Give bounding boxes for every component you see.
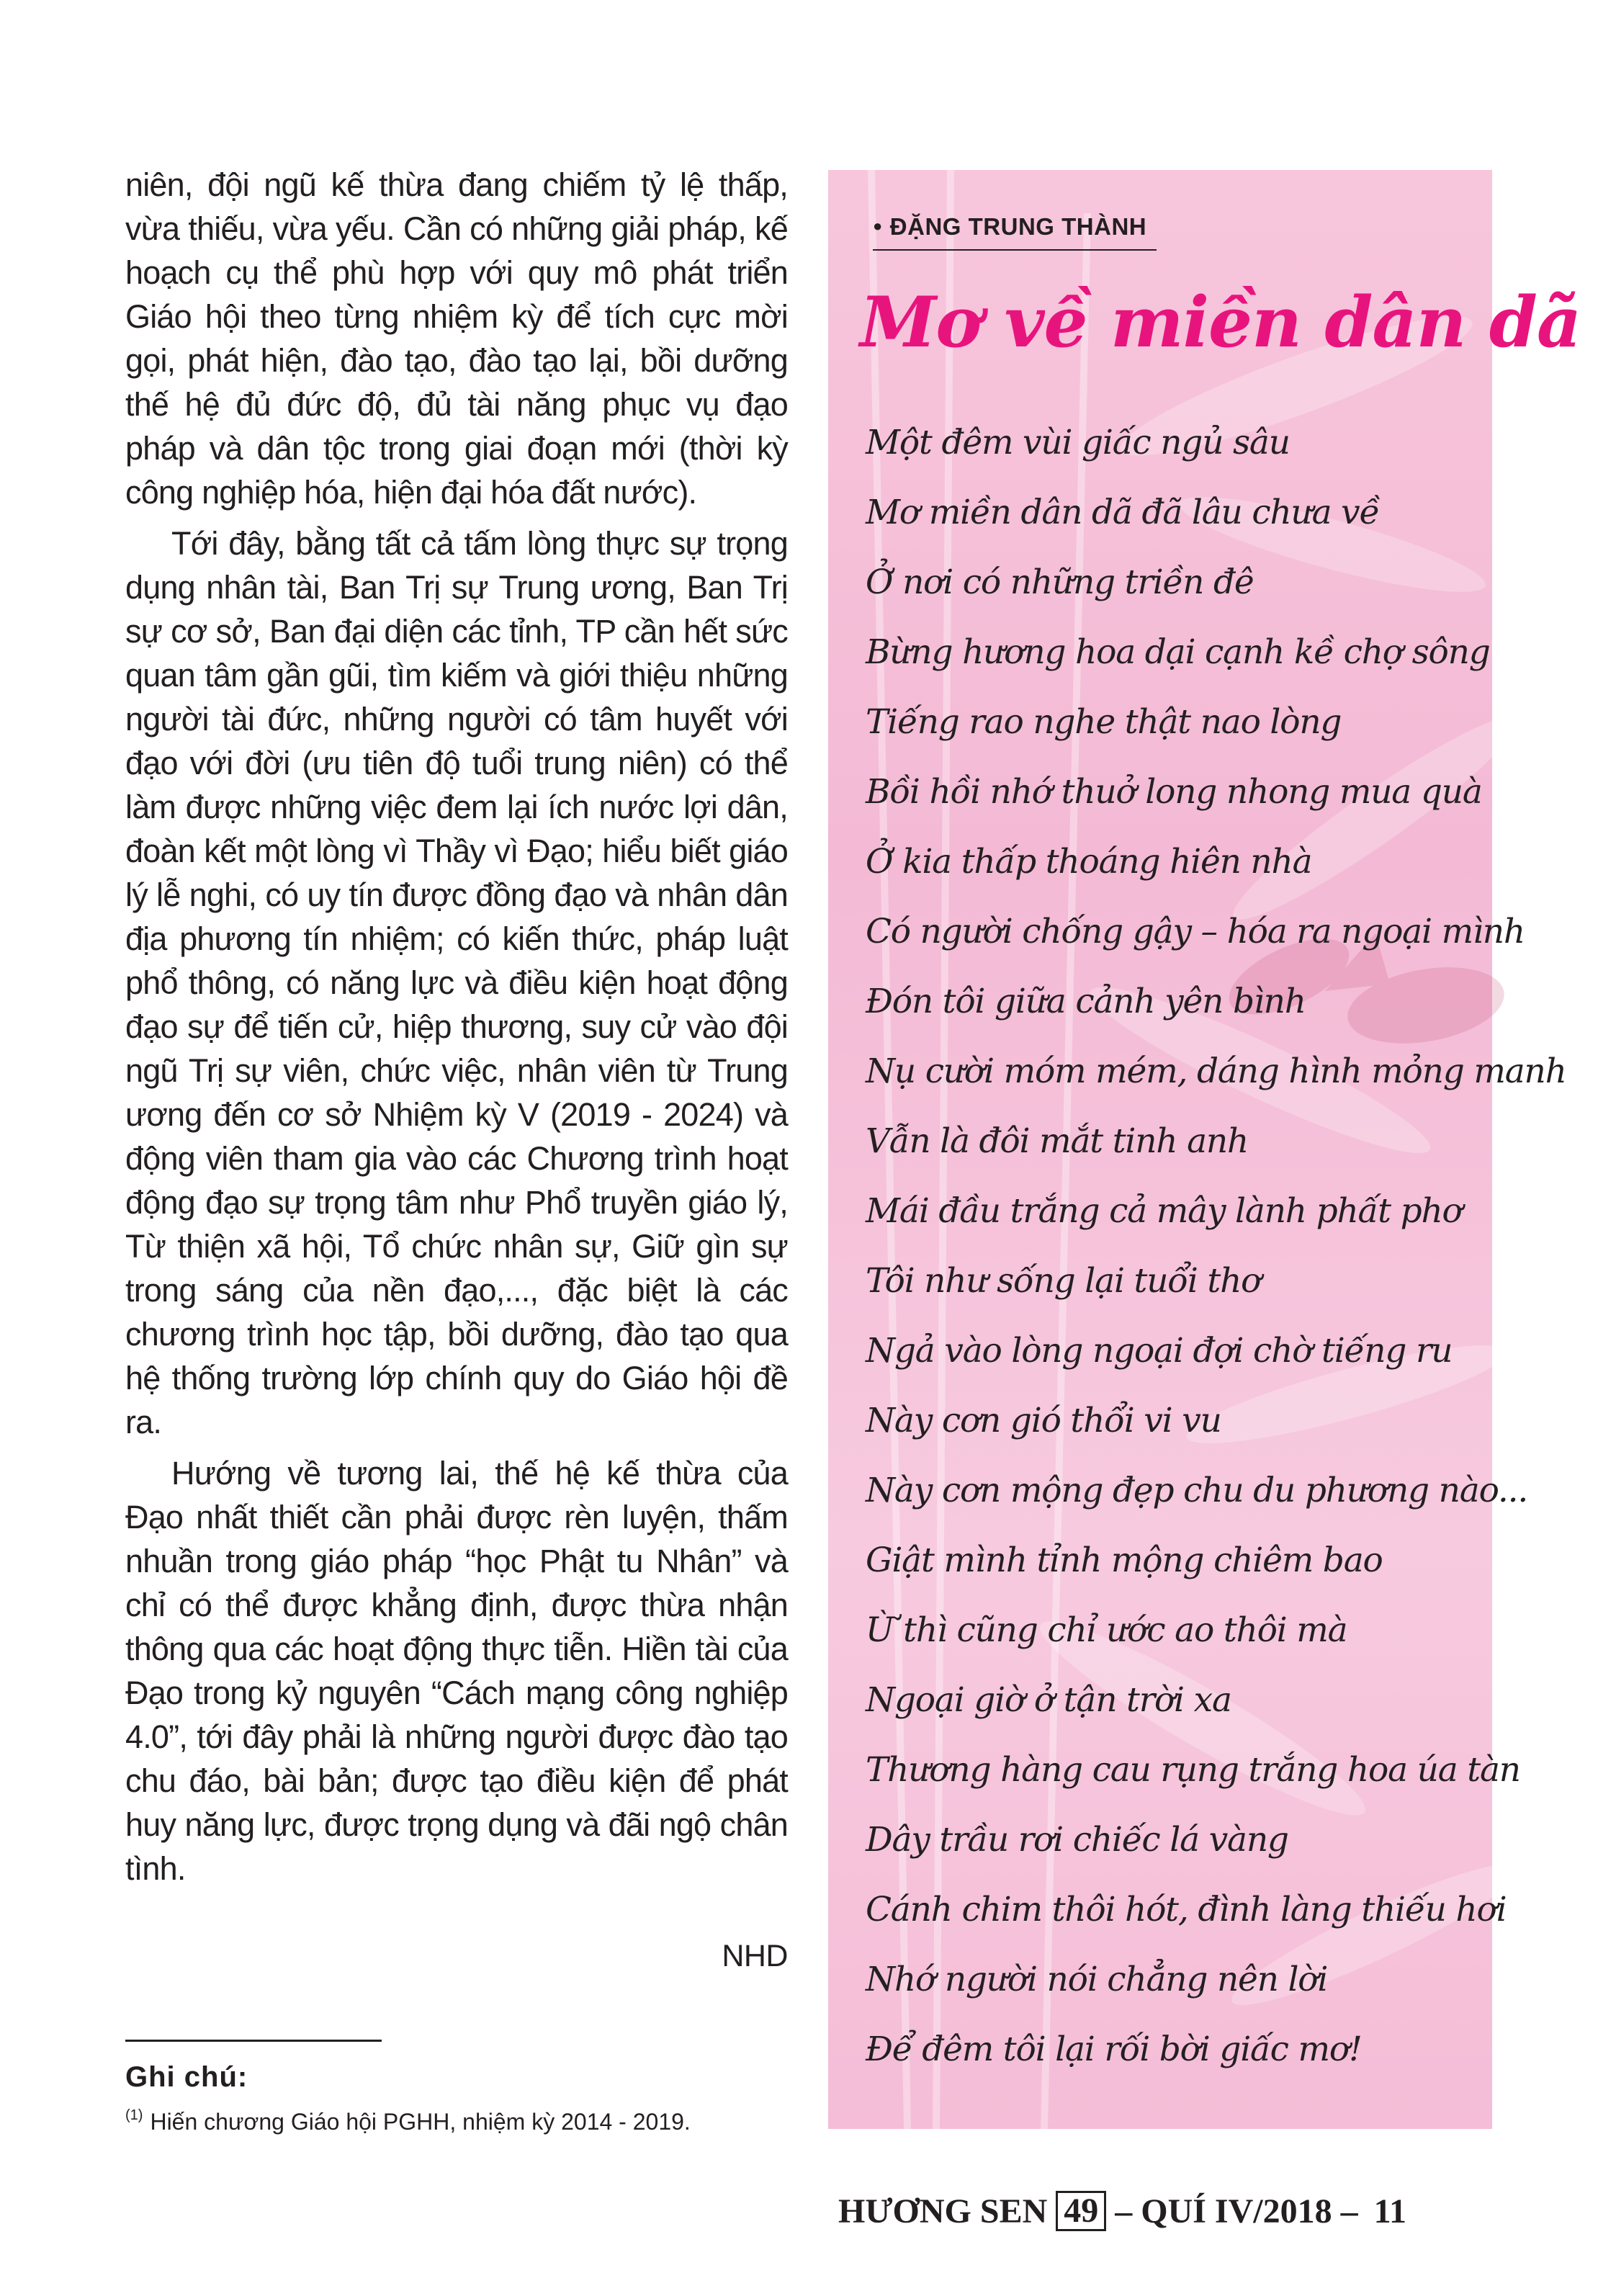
poem-line: Để đêm tôi lại rối bời giấc mơ!	[866, 2030, 1362, 2069]
article-paragraph: Hướng về tương lai, thế hệ kế thừa của Đạo nhất thiết cần phải được rèn luyện, thấm nhuần trong giáo pháp “học Phật tu Nhân” và chỉ có thể được khẳng định, được thừa nhận thông qua các hoạt động thực tiễn. Hiền tài của Đạo trong kỷ nguyên “Cách mạng công nghiệp 4.0”, tới đây phải là những người được đào tạo chu đáo, bài bản; được tạo điều kiện để phát huy năng lực, được trọng dụng và đãi ngộ chân tình.	[125, 1455, 788, 1887]
poem-line: Này cơn gió thổi vi vu	[866, 1401, 1221, 1440]
poem-author	[873, 213, 1146, 241]
poem-line: Tôi như sống lại tuổi thơ	[866, 1261, 1261, 1301]
poem-line: Ngoại giờ ở tận trời xa	[866, 1680, 1231, 1720]
article-paragraph: niên, đội ngũ kế thừa đang chiếm tỷ lệ thấp, vừa thiếu, vừa yếu. Cần có những giải pháp, kế hoạch cụ thể phù hợp với quy mô phát triển Giáo hội theo từng nhiệm kỳ để tích cực mời gọi, phát hiện, đào tạo, đào tạo lại, bồi dưỡng thế hệ đủ đức độ, đủ tài năng phục vụ đạo pháp và dân tộc trong giai đoạn mới (thời kỳ công nghiệp hóa, hiện đại hóa đất nước).	[125, 166, 788, 511]
poem-line: Mơ miền dân dã đã lâu chưa về	[866, 493, 1380, 532]
footnote-divider	[125, 2040, 382, 2042]
page-number: 11	[1373, 2192, 1406, 2230]
poem-line: Cánh chim thôi hót, đình làng thiếu hơi	[866, 1890, 1507, 1929]
article-paragraph: Tới đây, bằng tất cả tấm lòng thực sự trọng dụng nhân tài, Ban Trị sự Trung ương, Ban Trị sự cơ sở, Ban đại diện các tỉnh, TP cần hết sức quan tâm gần gũi, tìm kiếm và giới thiệu những người tài đức, những người có tâm huyết với đạo với đời (ưu tiên độ tuổi trung niên) có thể làm được những việc đem lại ích nước lợi dân, đoàn kết một lòng vì Thầy vì Đạo; hiểu biết giáo lý lễ nghi, có uy tín được đồng đạo và nhân dân địa phương tín nhiệm; có kiến thức, pháp luật phổ thông, có năng lực và điều kiện hoạt động đạo sự để tiến cử, hiệp thương, suy cử vào đội ngũ Trị sự viên, chức việc, nhân viên từ Trung ương đến cơ sở Nhiệm kỳ V (2019 - 2024) và động viên tham gia vào các Chương trình hoạt động đạo sự trọng tâm như Phổ truyền giáo lý, Từ thiện xã hội, Tổ chức nhân sự, Giữ gìn sự trong sáng của nền đạo,..., đặc biệt là các chương trình học tập, bồi dưỡng, đào tạo qua hệ thống trường lớp chính quy do Giáo hội đề ra.	[125, 525, 788, 1440]
poem-line: Mái đầu trắng cả mây lành phất phơ	[866, 1191, 1462, 1231]
poem-line: Này cơn mộng đẹp chu du phương nào...	[866, 1471, 1528, 1510]
poem-line: Ngả vào lòng ngoại đợi chờ tiếng ru	[866, 1331, 1453, 1371]
poem-line: Nụ cười móm mém, dáng hình mỏng manh	[866, 1051, 1566, 1091]
article-body	[125, 163, 788, 1898]
poem-line: Đón tôi giữa cảnh yên bình	[866, 982, 1306, 1021]
poem-line: Ừ thì cũng chỉ ước ao thôi mà	[866, 1610, 1347, 1650]
bullet-icon: ●	[873, 217, 883, 235]
poem-line: Thương hàng cau rụng trắng hoa úa tàn	[866, 1750, 1520, 1790]
poem-line: Dây trầu rơi chiếc lá vàng	[866, 1820, 1288, 1860]
poem-lines	[866, 408, 1566, 2084]
poem-author-name: ĐẶNG TRUNG THÀNH	[889, 213, 1147, 240]
issue-number: 49	[1056, 2191, 1106, 2231]
poem-line: Bồi hồi nhớ thuở long nhong mua quà	[866, 772, 1482, 812]
poem-line: Nhớ người nói chẳng nên lời	[866, 1960, 1328, 1999]
poem-line: Có người chống gậy – hóa ra ngoại mình	[866, 912, 1525, 951]
footnote-content: Hiến chương Giáo hội PGHH, nhiệm kỳ 2014 - 2019.	[150, 2109, 691, 2135]
poem-line: Ở kia thấp thoáng hiên nhà	[866, 842, 1312, 882]
author-underline	[873, 249, 1157, 251]
page-footer	[838, 2191, 1406, 2231]
footnote-marker: (1)	[125, 2107, 143, 2123]
poem-line: Bừng hương hoa dại cạnh kề chợ sông	[866, 632, 1490, 672]
poem-line: Một đêm vùi giấc ngủ sâu	[866, 423, 1290, 462]
footnote-title: Ghi chú:	[125, 2061, 248, 2093]
poem-line: Ở nơi có những triền đê	[866, 562, 1254, 602]
issue-period: – QUÍ IV/2018 –	[1115, 2192, 1358, 2230]
poem-line: Tiếng rao nghe thật nao lòng	[866, 702, 1342, 742]
article-signature: NHD	[722, 1939, 788, 1973]
poem-line: Giật mình tỉnh mộng chiêm bao	[866, 1541, 1383, 1580]
poem-line: Vẫn là đôi mắt tinh anh	[866, 1121, 1249, 1161]
magazine-name: HƯƠNG SEN	[838, 2192, 1048, 2230]
footnote-text	[125, 2107, 691, 2135]
poem-panel	[828, 170, 1581, 2129]
poem-title: Mơ về miền dân dã	[860, 282, 1581, 363]
